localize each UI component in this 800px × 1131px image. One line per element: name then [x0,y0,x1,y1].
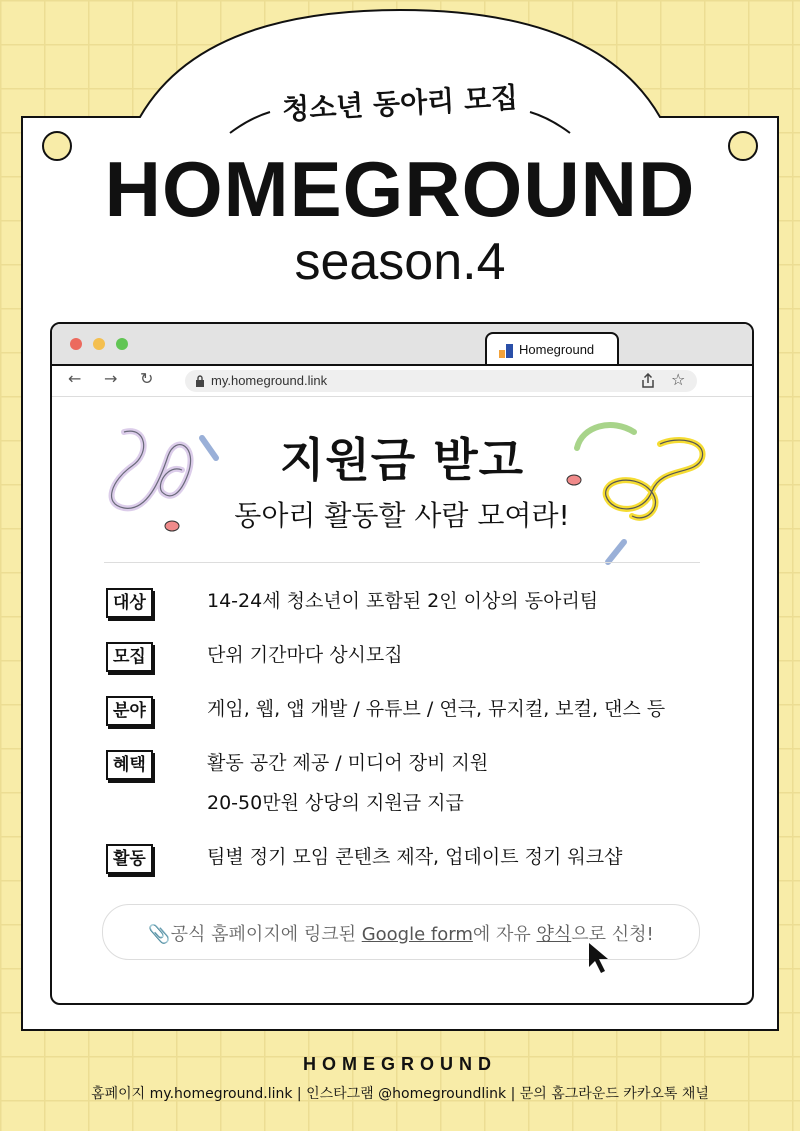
footer-brand: HOMEGROUND [303,1054,497,1074]
poster-subtitle: 청소년 동아리 모집 [281,80,519,127]
back-arrow-icon[interactable]: ← [68,369,82,388]
homeground-logo-icon [499,344,513,358]
paperclip-icon: 📎 [148,924,171,945]
headline: 지원금 받고 [279,433,525,487]
label-target: 대상 [106,588,153,618]
maximize-window-dot[interactable] [116,338,128,350]
apply-cta[interactable] [102,904,700,960]
footer-info: 홈페이지 my.homeground.link | 인스타그램 @homegroundlink | 문의 홈그라운드 카카오톡 채널 [91,1086,709,1102]
value-recruitment: 단위 기간마다 상시모집 [207,644,403,666]
value-field: 게임, 웹, 앱 개발 / 유튜브 / 연극, 뮤지컬, 보컬, 댄스 등 [207,698,666,720]
address-bar[interactable] [185,370,697,392]
value-benefits-2: 20-50만원 상당의 지원금 지급 [207,792,464,814]
lock-icon [195,375,205,387]
close-window-dot[interactable] [70,338,82,350]
cta-underlined: 양식 [536,924,572,945]
google-form-link[interactable]: Google form [361,924,473,945]
url-text: my.homeground.link [211,373,328,388]
value-target: 14-24세 청소년이 포함된 2인 이상의 동아리팀 [207,590,599,612]
label-benefits: 혜택 [106,750,153,780]
browser-toolbar [52,364,752,397]
browser-window [50,322,754,1005]
label-activities: 활동 [106,844,153,874]
reload-icon[interactable]: ↻ [140,369,154,388]
tab-bar [52,324,752,364]
label-field: 분야 [106,696,153,726]
value-activities: 팀별 정기 모임 콘텐츠 제작, 업데이트 정기 워크샵 [207,846,623,868]
forward-arrow-icon[interactable]: → [104,369,118,388]
share-icon[interactable] [641,373,655,389]
value-benefits-1: 활동 공간 제공 / 미디어 장비 지원 [207,752,489,774]
season-label: season.4 [294,233,506,291]
minimize-window-dot[interactable] [93,338,105,350]
cta-middle: 에 자유 [472,924,537,945]
browser-tab[interactable] [485,332,619,366]
poster-title: HOMEGROUND [104,145,696,233]
cta-prefix: 공식 홈페이지에 링크된 [170,924,362,945]
tab-label: Homeground [519,342,595,357]
divider [104,562,700,563]
label-recruitment: 모집 [106,642,153,672]
cta-suffix: 으로 신청! [571,924,654,945]
cursor-icon [587,941,617,975]
subheadline: 동아리 활동할 사람 모여라! [234,499,570,532]
star-icon[interactable]: ☆ [671,370,686,389]
